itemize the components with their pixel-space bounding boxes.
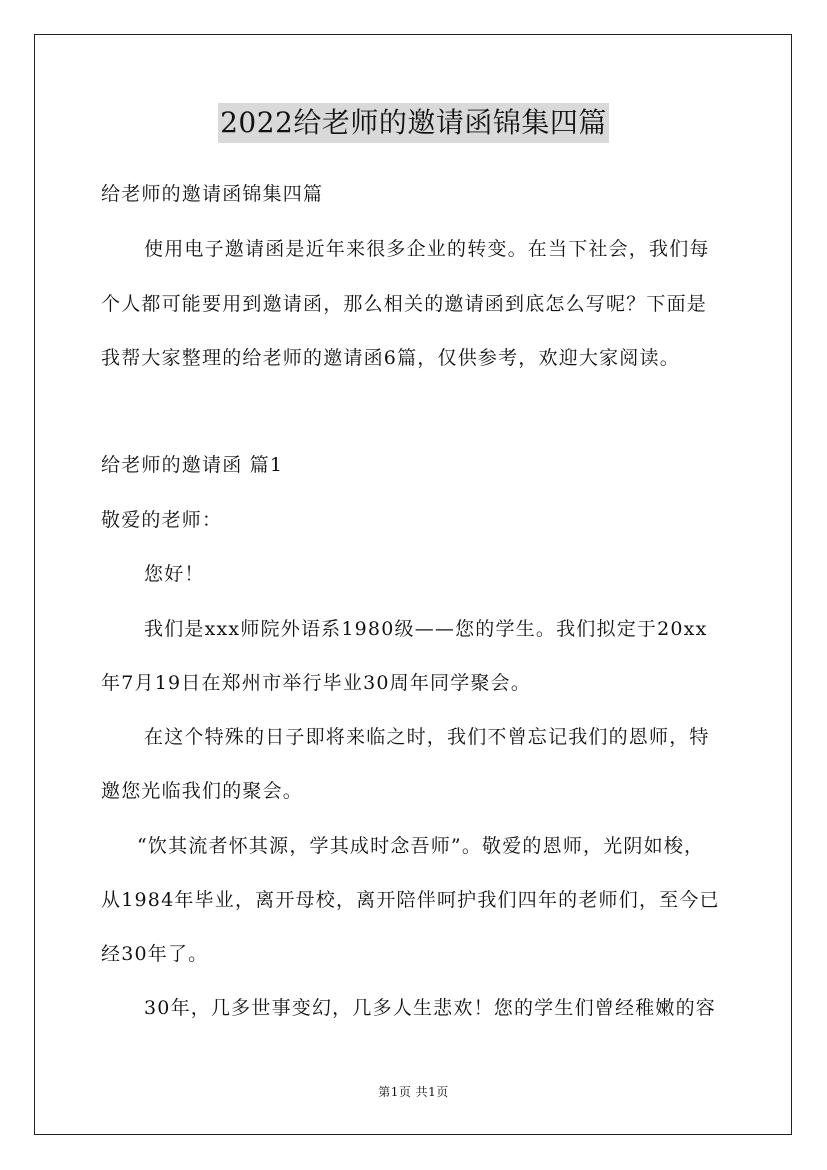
- greeting-line: 您好！: [144, 563, 205, 585]
- paragraph-line: 使用电子邀请函是近年来很多企业的转变。在当下社会，我们每: [144, 238, 710, 260]
- paragraph-line: 邀您光临我们的聚会。: [101, 780, 304, 802]
- document-title: 2022给老师的邀请函锦集四篇: [218, 103, 609, 143]
- title-container: [0, 103, 827, 143]
- salutation-line: 敬爱的老师：: [101, 509, 223, 531]
- paragraph-line: 年7月19日在郑州市举行毕业30周年同学聚会。: [101, 672, 532, 694]
- paragraph-line: 我帮大家整理的给老师的邀请函6篇，仅供参考，欢迎大家阅读。: [101, 347, 680, 369]
- paragraph-line: “饮其流者怀其源，学其成时念吾师”。敬爱的恩师，光阴如梭，: [137, 835, 705, 857]
- subtitle-line: 给老师的邀请函锦集四篇: [101, 183, 324, 205]
- section-heading: 给老师的邀请函 篇1: [101, 454, 284, 476]
- paragraph-line: 从1984年毕业，离开母校，离开陪伴呵护我们四年的老师们，至今已: [101, 889, 720, 911]
- paragraph-line: 个人都可能要用到邀请函，那么相关的邀请函到底怎么写呢？下面是: [101, 293, 708, 315]
- paragraph-line: 在这个特殊的日子即将来临之时，我们不曾忘记我们的恩师，特: [144, 726, 710, 748]
- paragraph-line: 我们是xxx师院外语系1980级——您的学生。我们拟定于20xx: [144, 618, 708, 640]
- paragraph-line: 30年，几多世事变幻，几多人生悲欢！您的学生们曾经稚嫩的容: [144, 997, 716, 1019]
- page-footer: 第1页 共1页: [378, 1085, 449, 1099]
- paragraph-line: 经30年了。: [101, 943, 209, 965]
